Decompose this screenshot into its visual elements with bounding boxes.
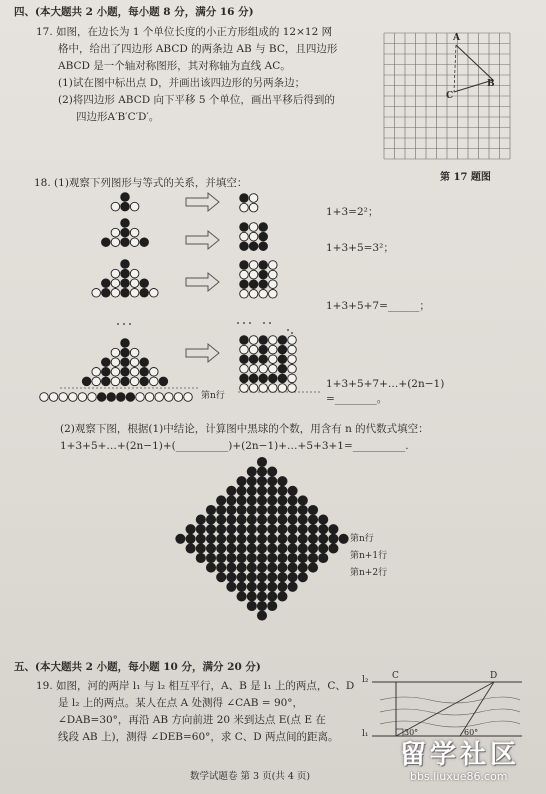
q18-eq4b: =________。 [326, 393, 388, 405]
q18-part2-line2: 1+3+5+…+(2n−1)+(__________)+(2n−1)+…+5+3+1=__________. [60, 440, 409, 452]
diamond-label-n2: 第n+2行 [350, 568, 388, 578]
q18-intro: 18. (1)观察下列图形与等式的关系，并填空： [34, 177, 248, 189]
q17-caption: 第 17 题图 [440, 172, 491, 183]
q17-line: 17. 如图，在边长为 1 个单位长度的小正方形组成的 12×12 网 [36, 26, 333, 38]
q18-eq3: 1+3+5+7=______； [326, 300, 430, 312]
q17-label-b: B [487, 79, 495, 89]
q17-line: 格中，给出了四边形 ABCD 的两条边 AB 与 BC，且四边形 [58, 43, 338, 55]
q19-line: 线段 AB 上)，测得 ∠DEB=60°，求 C、D 两点间的距离。 [58, 731, 339, 743]
q17-line: (2)将四边形 ABCD 向下平移 5 个单位，画出平移后得到的 [58, 94, 335, 106]
section4-header: 四、(本大题共 2 小题，每小题 8 分，满分 16 分) [14, 6, 254, 18]
watermark-logo [392, 734, 546, 794]
q17-label-c: C [446, 91, 454, 101]
q19-label-d: D [490, 671, 498, 681]
q19-line: 19. 如图，河的两岸 l₁ 与 l₂ 相互平行，A、B 是 l₁ 上的两点，C、D [36, 680, 355, 692]
section5-header: 五、(本大题共 2 小题，每小题 10 分，满分 20 分) [14, 661, 261, 673]
q18-eq4a: 1+3+5+7+…+(2n−1) [326, 378, 445, 390]
q18-row-label: 第n行 [201, 391, 225, 401]
diamond-label-n: 第n行 [350, 534, 374, 544]
page-footer: 数学试题卷 第 3 页(共 4 页) [190, 771, 311, 782]
q19-label-l1: l₁ [362, 729, 369, 739]
q19-line: ∠DAB=30°，再沿 AB 方向前进 20 米到达点 E(点 E 在 [58, 714, 326, 726]
watermark-url: bbs.liuxue86.com [410, 770, 508, 783]
q19-line: 是 l₂ 上的两点。某人在点 A 处测得 ∠CAB = 90°， [58, 697, 304, 709]
diamond-label-n1: 第n+1行 [350, 551, 388, 561]
q18-part2-line1: (2)观察下图，根据(1)中结论，计算图中黑球的个数，用含有 n 的代数式填空： [60, 423, 429, 435]
q17-label-a: A [453, 33, 460, 43]
q17-line: (1)试在图中标出点 D，并画出该四边形的另两条边； [58, 77, 306, 89]
watermark-title: 留学社区 [400, 740, 521, 770]
q19-angle-30: 30° [404, 728, 419, 737]
q19-label-l2: l₂ [362, 675, 369, 685]
q17-line: ABCD 是一个轴对称图形，其对称轴为直线 AC。 [58, 60, 291, 72]
q18-eq2: 1+3+5=3²； [326, 242, 394, 254]
q19-label-c: C [392, 671, 399, 681]
q19-angle-60: 60° [464, 728, 479, 737]
q18-eq1: 1+3=2²； [326, 206, 379, 218]
q17-line: 四边形A′B′C′D′。 [76, 111, 160, 123]
